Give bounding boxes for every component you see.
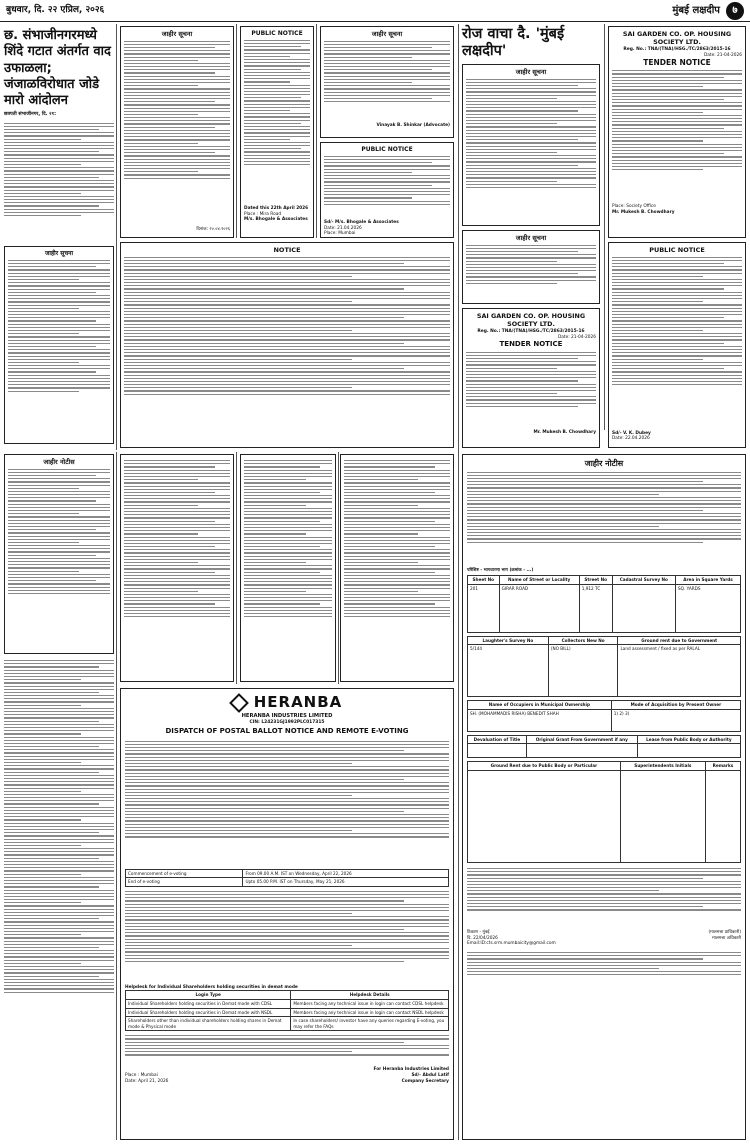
heranba-date: Date: April 21, 2026 xyxy=(125,1078,169,1084)
notice-top-date: दिनांक: २०.०४.२०२६ xyxy=(196,226,230,232)
masthead-promo xyxy=(462,26,600,62)
notice-right-2 xyxy=(462,230,600,304)
notice-advocate-title: जाहीर सूचना xyxy=(371,30,403,38)
sched1-h4: Area in Square Yards xyxy=(676,576,741,585)
lead-headline: छ. संभाजीनगरमध्ये शिंदे गटात अंतर्गत वाद उफाळला; जंजाळविरोधात जोडे मारो आंदोलन xyxy=(4,28,111,108)
schedule-sign: (मालमत्ता प्राधिकारी) xyxy=(708,929,741,935)
sched3-c1: 1) 2) 3) xyxy=(611,709,740,731)
heranba-company: HERANBA INDUSTRIES LIMITED xyxy=(241,712,333,719)
society-mid-sign: Mr. Mukesh B. Chowdhary xyxy=(533,429,596,435)
evoting-end-value: Upto 05.00 P.M. IST on Thursday, May 21, 2026 xyxy=(243,878,449,887)
heranba-logo xyxy=(125,693,449,713)
notice-mid-wide xyxy=(120,242,454,448)
society-mid-name: SAI GARDEN CO. OP. HOUSING SOCIETY LTD. xyxy=(476,312,586,329)
society-top-name: SAI GARDEN CO. OP. HOUSING SOCIETY LTD. xyxy=(622,30,732,47)
notice-bottom-col3 xyxy=(240,454,336,682)
sched4-h1: Original Grant From Government if any xyxy=(526,735,637,744)
public-notice-2-sign: Sd/- M/s. Bhogale & Associates xyxy=(324,219,399,225)
sched1-c0: 201 xyxy=(468,584,500,632)
sched3-h0: Name of Occupiers in Municipal Ownership xyxy=(468,701,612,710)
help-head-details: Helpdesk Details xyxy=(291,991,449,1000)
society-top-place: Place: Society Office xyxy=(612,204,656,210)
society-top-tender: TENDER NOTICE xyxy=(643,58,711,68)
heranba-place: Place : Mumbai xyxy=(125,1072,158,1078)
notice-top-title: जाहीर सूचना xyxy=(161,30,193,38)
society-mid-tender: TENDER NOTICE xyxy=(499,340,563,349)
help-row-other-type: Shareholders other than individual shareholders holding shares in Demat mode & Physical mode xyxy=(126,1017,291,1031)
society-top-sign: Mr. Mukesh B. Chowdhary xyxy=(612,209,675,215)
sched2-c2: Land assessment / fixed as per RALAL xyxy=(618,645,741,697)
sched2-c0: 5/144 xyxy=(468,645,549,697)
schedule-table-4 xyxy=(467,735,741,759)
public-notice-right-date: Date: 22.04.2026 xyxy=(612,436,650,442)
schedule-place: ठिकाण - मुंबई xyxy=(467,929,490,935)
help-row-cdsl-detail: Members facing any technical issue in login can contact CDSL helpdesk xyxy=(291,1000,449,1009)
heranba-sign3: Company Secretary xyxy=(401,1078,449,1084)
lead-body xyxy=(4,121,114,245)
public-notice-2-title: PUBLIC NOTICE xyxy=(361,146,413,153)
masthead-title: रोज वाचा दै. 'मुंबई लक्षदीप' xyxy=(462,26,565,59)
notice-public-left-title: जाहीर सूचना xyxy=(44,250,74,257)
public-notice-2 xyxy=(320,142,454,238)
schedule-email: Email:ID:cts.srm.mumbaicity@gmail.com xyxy=(467,941,556,947)
public-notice-2-place: Place: Mumbai xyxy=(324,231,356,237)
heranba-sign2: Sd/- Abdul Latif xyxy=(411,1072,449,1078)
sched1-c4: SQ. YARDS xyxy=(676,584,741,632)
public-notice-1-date: Dated this 22th April 2026 xyxy=(244,205,309,211)
sched5-h0: Ground Rent due to Public Body or Particular xyxy=(468,762,621,771)
public-notice-1-place: Place : Mira Road xyxy=(244,211,282,217)
public-notice-2-date: Date: 21.04.2026 xyxy=(324,225,362,231)
header-paper-name: मुंबई लक्षदीप xyxy=(672,5,720,16)
page-number-badge: ७ xyxy=(726,2,744,20)
sched2-h0: Laughter's Survey No xyxy=(468,636,549,645)
public-notice-1-firm: M/s. Bhogale & Associates xyxy=(244,217,308,223)
sched1-c1: GIRAR ROAD xyxy=(499,584,579,632)
help-head-login: Login Type xyxy=(126,991,291,1000)
notice-right-1 xyxy=(462,64,600,226)
society-tender-top xyxy=(608,26,746,238)
society-top-reg: Reg. No.: TNA/(TNA)/HSG./TC/2863/2015-16 xyxy=(623,46,731,52)
help-row-nsdl-detail: Members facing any technical issue in login can contact NSDL helpdesk xyxy=(291,1008,449,1017)
sched5-h2: Remarks xyxy=(705,762,740,771)
schedule-table-1 xyxy=(467,575,741,633)
heranba-logo-text: HERANBA xyxy=(253,693,343,711)
sched2-h2: Ground rent due to Government xyxy=(618,636,741,645)
schedule-table-3 xyxy=(467,700,741,732)
help-row-nsdl-type: Individual Shareholders holding securities in Demat mode with NSDL xyxy=(126,1008,291,1017)
evoting-start-label: Commencement of e-voting xyxy=(126,869,243,878)
notice-public-left xyxy=(4,246,114,444)
sched1-c2: 1,912 TC xyxy=(579,584,612,632)
schedule-table-5 xyxy=(467,761,741,863)
schedule-table-2 xyxy=(467,636,741,698)
heranba-cin: CIN: L24231GJ1992PLC017315 xyxy=(249,719,325,725)
notice-bottom-left-title: जाहीर नोटीस xyxy=(43,458,75,466)
notice-schedule-title: जाहीर नोटीस xyxy=(584,459,624,468)
notice-right-2-title: जाहीर सूचना xyxy=(515,234,547,242)
heranba-sign: For Heranba Industries Limited xyxy=(373,1067,449,1073)
sched2-h1: Collectors New No xyxy=(548,636,618,645)
notice-advocate-signer: Vinayak B. Shinkar (Advocate) xyxy=(376,122,450,128)
sched1-h0: Sheet No xyxy=(468,576,500,585)
sched4-h2: Lease from Public Body or Authority xyxy=(637,735,740,744)
notice-advocate xyxy=(320,26,454,138)
help-row-other-detail: In case shareholders/ investor have any queries regarding E-voting, you may refer the FAQs xyxy=(291,1017,449,1031)
notice-top xyxy=(120,26,234,238)
sched5-h1: Superintendents Initials xyxy=(620,762,705,771)
society-top-date: Date: 21-04-2026 xyxy=(703,52,742,58)
schedule-date: दि. 22/04/2026 xyxy=(467,935,498,941)
lead-byline: छत्रपती संभाजीनगर, दि. २१: xyxy=(4,112,57,118)
evoting-start-value: From 09.00 A.M. IST on Wednesday, April 22, 2026 xyxy=(243,869,449,878)
notice-schedule-sub: परिशिष्ट - भागधारणा भाग (क्रमांक - ...) xyxy=(467,567,534,573)
notice-bottom-col4 xyxy=(340,454,454,682)
help-row-cdsl-type: Individual Shareholders holding securities in Demat mode with CDSL xyxy=(126,1000,291,1009)
sched2-c1: (NO BILL) xyxy=(548,645,618,697)
notice-bottom-col2 xyxy=(120,454,234,682)
sched1-h3: Cadastral Survey No xyxy=(612,576,675,585)
heranba-notice xyxy=(120,688,454,1140)
society-mid-reg: Reg. No.: TNA/(TNA)/HSG./TC/2863/2015-16 xyxy=(477,328,585,334)
header-date: बुधवार, दि. २२ एप्रिल, २०२६ xyxy=(6,5,105,15)
notice-right-1-title: जाहीर सूचना xyxy=(515,68,547,76)
sched1-c3 xyxy=(612,584,675,632)
sched3-h1: Mode of Acquisition by Present Owner xyxy=(611,701,740,710)
society-mid-date: Date: 21-04-2026 xyxy=(557,334,596,340)
notice-bottom-left xyxy=(4,454,114,654)
sched1-h2: Street No xyxy=(579,576,612,585)
public-notice-1-title: PUBLIC NOTICE xyxy=(251,30,303,37)
public-notice-1 xyxy=(240,26,314,238)
sched1-h1: Name of Street or Locality xyxy=(499,576,579,585)
evoting-end-label: End of e-voting xyxy=(126,878,243,887)
schedule-sign2: मालमत्ता अधिकारी xyxy=(712,935,741,941)
notice-schedule xyxy=(462,454,746,1140)
heranba-title: DISPATCH OF POSTAL BALLOT NOTICE AND REMOTE E-VOTING xyxy=(165,727,409,736)
heranba-logo-mark xyxy=(229,693,249,713)
lead-story xyxy=(4,28,114,242)
sched4-h0: Devaluation of Title xyxy=(468,735,527,744)
heranba-evoting-table xyxy=(125,869,449,887)
page-header xyxy=(0,0,750,22)
bottom-left-filler xyxy=(4,658,114,1136)
public-notice-right-title: PUBLIC NOTICE xyxy=(649,246,705,254)
society-tender-mid xyxy=(462,308,600,448)
notice-mid-wide-title: NOTICE xyxy=(273,246,301,254)
heranba-helpdesk-title: Helpdesk for Individual Shareholders holding securities in demat mode xyxy=(125,984,298,990)
public-notice-right xyxy=(608,242,746,448)
heranba-helpdesk-table xyxy=(125,990,449,1031)
public-notice-right-signer: Sd/- V. K. Dubey xyxy=(612,430,651,436)
sched3-c0: SH. (MOHAMMADIS RISHA) BENEDIT SHAH xyxy=(468,709,612,731)
